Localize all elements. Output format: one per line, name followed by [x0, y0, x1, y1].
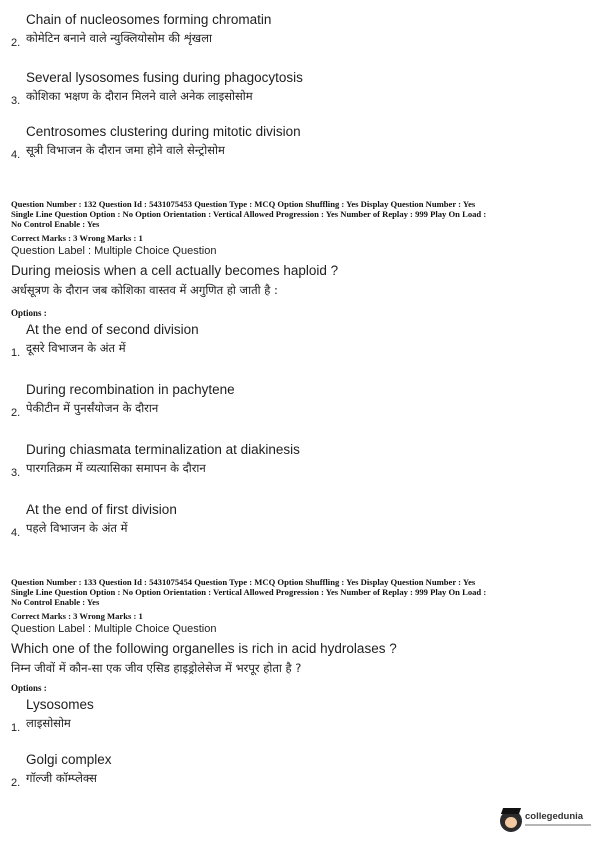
question-132-label: Question Label : Multiple Choice Question [11, 245, 217, 257]
meta-line: Single Line Question Option : No Option Orientation : Vertical Allowed Progression : Yes Number of Replay : 999 Play On Load : [11, 209, 487, 219]
q132-option-4 [0, 502, 595, 562]
logo-tagline-bar [525, 824, 591, 826]
option-number: 4. [11, 527, 21, 539]
q133-option-1 [0, 697, 595, 757]
prev-option-4 [0, 124, 595, 184]
student-mascot-icon [500, 810, 522, 832]
option-english: During recombination in pachytene [26, 382, 235, 397]
option-hindi: पेकीटीन में पुनर्संयोजन के दौरान [26, 401, 159, 415]
option-hindi: सूत्री विभाजन के दौरान जमा होने वाले सेन्ट्रोसोम [26, 143, 225, 157]
option-hindi: कोशिका भक्षण के दौरान मिलने वाले अनेक लाइसोसोम [26, 89, 253, 103]
logo-name: collegedunia [525, 811, 584, 822]
question-132-marks: Correct Marks : 3 Wrong Marks : 1 [11, 233, 143, 243]
q132-option-1 [0, 322, 595, 382]
option-number: 2. [11, 407, 21, 419]
option-english: During chiasmata terminalization at diakinesis [26, 442, 300, 457]
option-english: Centrosomes clustering during mitotic division [26, 124, 301, 139]
question-132-meta [11, 199, 586, 229]
option-number: 2. [11, 37, 21, 49]
option-number: 3. [11, 95, 21, 107]
option-hindi: पहले विभाजन के अंत में [26, 521, 128, 535]
q132-option-2 [0, 382, 595, 442]
question-133-meta [11, 577, 586, 607]
meta-line: No Control Enable : Yes [11, 219, 100, 229]
question-133-marks: Correct Marks : 3 Wrong Marks : 1 [11, 611, 143, 621]
option-hindi: दूसरे विभाजन के अंत में [26, 341, 126, 355]
option-number: 1. [11, 722, 21, 734]
option-english: Golgi complex [26, 752, 112, 767]
option-english: Several lysosomes fusing during phagocytosis [26, 70, 303, 85]
option-english: Chain of nucleosomes forming chromatin [26, 12, 272, 27]
option-number: 4. [11, 149, 21, 161]
question-133-text-english: Which one of the following organelles is rich in acid hydrolases ? [11, 641, 397, 656]
prev-option-3 [0, 70, 595, 130]
option-english: Lysosomes [26, 697, 94, 712]
question-133-options-heading: Options : [11, 683, 47, 693]
question-132-text-hindi: अर्धसूत्रण के दौरान जब कोशिका वास्तव में अगुणित हो जाती है : [11, 283, 278, 297]
option-number: 3. [11, 467, 21, 479]
q133-option-2 [0, 752, 595, 812]
q132-option-3 [0, 442, 595, 502]
prev-option-2 [0, 12, 595, 72]
option-english: At the end of first division [26, 502, 177, 517]
option-number: 1. [11, 347, 21, 359]
collegedunia-logo[interactable] [500, 808, 592, 836]
option-hindi: पारगतिक्रम में व्यत्यासिका समापन के दौरान [26, 461, 206, 475]
meta-line: No Control Enable : Yes [11, 597, 100, 607]
question-133-text-hindi: निम्न जीवों में कौन-सा एक जीव एसिड हाइड्रोलेसेज में भरपूर होता है ? [11, 661, 302, 675]
meta-line: Question Number : 133 Question Id : 5431075454 Question Type : MCQ Option Shuffling : Yes Display Question Number : Yes [11, 577, 476, 587]
option-number: 2. [11, 777, 21, 789]
option-english: At the end of second division [26, 322, 199, 337]
option-hindi: गॉल्जी कॉम्प्लेक्स [26, 771, 97, 785]
question-132-options-heading: Options : [11, 308, 47, 318]
question-132-text-english: During meiosis when a cell actually becomes haploid ? [11, 263, 339, 278]
meta-line: Single Line Question Option : No Option Orientation : Vertical Allowed Progression : Yes Number of Replay : 999 Play On Load : [11, 587, 487, 597]
meta-line: Question Number : 132 Question Id : 5431075453 Question Type : MCQ Option Shuffling : Yes Display Question Number : Yes [11, 199, 476, 209]
option-hindi: कोमेटिन बनाने वाले न्युक्लियोसोम की शृंखला [26, 31, 212, 45]
question-133-label: Question Label : Multiple Choice Question [11, 623, 217, 635]
option-hindi: लाइसोसोम [26, 716, 71, 730]
